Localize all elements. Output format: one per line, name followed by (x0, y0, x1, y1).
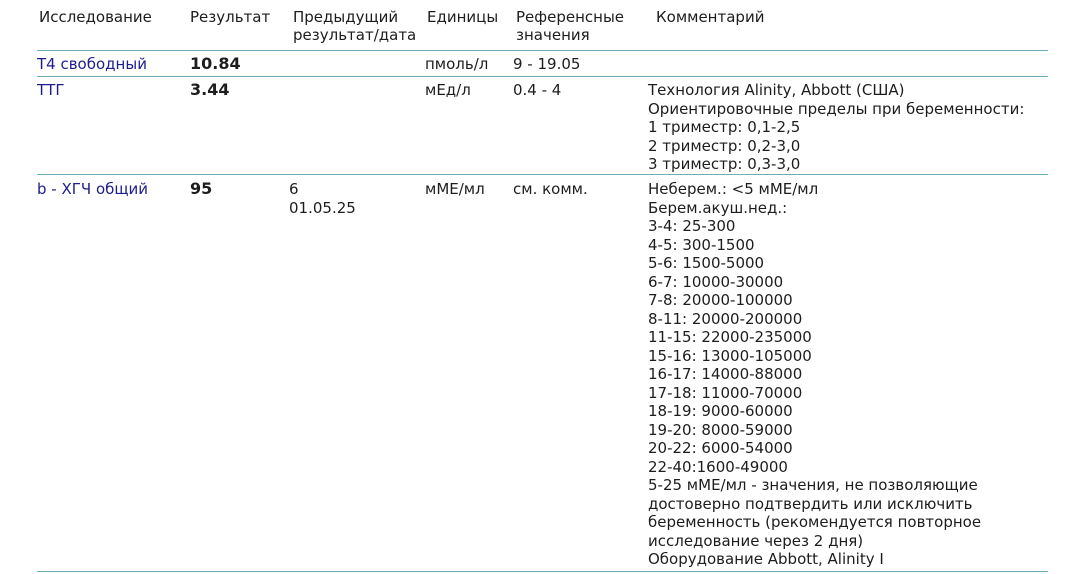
test-comment: Технология Alinity, Abbott (США) Ориентировочные пределы при беременности: 1 триместр: 0,1-2,5 2 триместр: 0,2-3,0 3 триместр: 0,3-3,0 (648, 81, 1025, 173)
test-result: 3.44 (190, 80, 230, 99)
test-reference: 9 - 19.05 (513, 55, 581, 73)
test-reference: 0.4 - 4 (513, 81, 562, 99)
row-divider (37, 174, 1048, 175)
test-previous: 6 01.05.25 (289, 180, 356, 217)
lab-results-table (37, 0, 1048, 568)
test-name: b - ХГЧ общий (37, 180, 148, 198)
test-units: мМЕ/мл (425, 180, 485, 198)
table-header (37, 0, 1048, 50)
header-test: Исследование (39, 8, 152, 26)
row-divider (37, 571, 1048, 572)
test-reference: см. комм. (513, 180, 588, 198)
row-divider (37, 76, 1048, 77)
test-result: 95 (190, 179, 213, 198)
header-result: Результат (190, 8, 271, 26)
test-result: 10.84 (190, 54, 241, 73)
header-units: Единицы (427, 8, 499, 26)
test-name: Т4 свободный (37, 55, 147, 73)
test-units: пмоль/л (425, 55, 489, 73)
header-divider (37, 50, 1048, 51)
header-comment: Комментарий (656, 8, 765, 26)
header-reference: Референсные значения (516, 8, 625, 44)
test-comment: Неберем.: <5 мМЕ/мл Берем.акуш.нед.: 3-4: 25-300 4-5: 300-1500 5-6: 1500-5000 6-7: 10000-30000 7-8: 20000-100000 8-11: 20000-200000 11-15: 22000-235000 15-16: 13000-105000 16-17: 14000-88000 17-18: 11000-70000 18-19: 9000-60000 19-20: 8000-59000 20-22: 6000-54000 22-40:1600-49000 5-25 мМЕ/мл - значения, не позволяющие достоверно подтвердить или исключить беременность (рекомендуется повторное исследование через 2 дня) Оборудование Abbott, Alinity I (648, 180, 982, 568)
header-previous: Предыдущий результат/дата (293, 8, 417, 44)
test-units: мЕд/л (425, 81, 471, 99)
test-name: ТТГ (37, 81, 65, 99)
